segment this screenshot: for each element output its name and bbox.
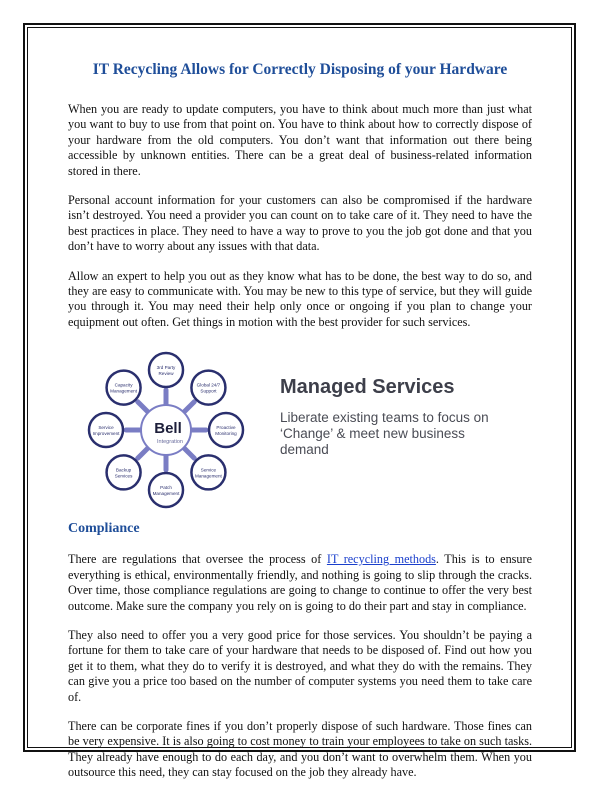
managed-services-banner [68,344,532,514]
paragraph-1: When you are ready to update computers, you have to think about much more than just what you want to buy to use from that point on. You have to think about how to correctly dispose of your hardware from the old computers. You don’t want that information out there being accessible by unknown entities. There can be a great deal of business-related information stored in there. [68,102,532,178]
paragraph-3: Allow an expert to help you out as they know what has to be done, the best way to do so, and they are easy to communicate with. You may be new to this type of service, but they will guide you through it. You may need their help only once or ongoing if you plan to change your equipment out often. Get things in motion with the best provider for such services. [68,268,532,329]
wheel-node-label: Management [195,473,222,479]
logo-subtext: Integration [157,439,183,446]
wheel-node-label: Global 24/7 [196,382,221,388]
compliance-p1-after: . This is to ensure everything is ethical, environmentally friendly, and nothing is going to slip through the cracks. Over time, those compliance regulations are going to change to continue to offer the very best outcome. Make sure the company you rely on is going to do their part and stay in compliance. [68,552,532,613]
wheel-node-label: Service [98,425,114,431]
wheel-node-label: Backup [115,467,132,473]
services-wheel-diagram [68,344,268,514]
wheel-node-label: Review [158,371,174,377]
wheel-node-label: Support [200,388,217,394]
wheel-node-label: Management [152,491,180,497]
wheel-arrow [138,402,148,412]
wheel-node [149,473,183,507]
compliance-paragraph-3: There can be corporate fines if you don’t properly dispose of such hardware. Those fines can be very expensive. It is also going to cost money to train your employees to take on such tasks. They already have enough to do each day, and you don’t want to overwhelm them. When you outsource this need, they can stay focused on the job they already have. [68,718,532,780]
section-heading-compliance: Compliance [68,521,140,537]
wheel-node-label: Improvement [92,431,120,437]
wheel-node [209,413,243,447]
wheel-arrow [184,449,194,459]
wheel-node-label: 3rd Party [156,365,176,371]
compliance-paragraph-2: They also need to offer you a very good price for those services. You shouldn’t be paying a fortune for them to take care of your hardware that needs to be disposed of. Find out how you get it to them, what they do to verify it is destroyed, and what they do with the remains. They can give you a price too based on the number of computer systems you need them to take care of. [68,627,532,704]
wheel-node-label: Services [114,473,133,479]
compliance-p1-before: There are regulations that oversee the process of [68,552,327,567]
wheel-node-label: Service [200,467,217,473]
wheel-node [89,413,123,447]
wheel-arrow [138,449,148,459]
paragraph-2: Personal account information for your customers can also be compromised if the hardware isn’t destroyed. You need a provider you can count on to take care of it. They need to have the best practices in place. They need to have a way to prove to you the job got done and that you don’t have to worry about any issues with that data. [68,193,532,254]
banner-subtext: Liberate existing teams to focus on ‘Change’ & meet new business demand [280,410,489,458]
compliance-paragraph-1 [68,552,532,614]
wheel-node-label: Patch [160,485,172,491]
wheel-node-label: Management [110,388,137,394]
document-title: IT Recycling Allows for Correctly Disposing of your Hardware [92,61,508,78]
document-body [68,60,532,795]
wheel-arrow [184,402,194,412]
wheel-node-label: Proactive [216,425,236,431]
wheel-node [149,353,183,387]
logo-text: Bell [154,420,182,438]
wheel-node-label: Monitoring [215,431,237,437]
wheel-node-label: Capacity [114,382,133,388]
banner-heading: Managed Services [280,376,455,399]
it-recycling-methods-link[interactable]: IT recycling methods [326,552,436,567]
